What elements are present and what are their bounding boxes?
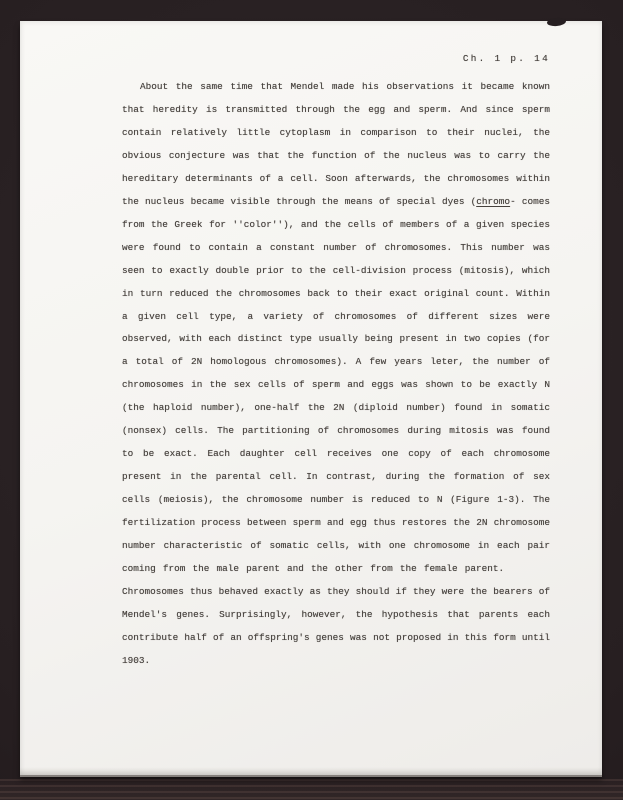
text-line: seen to exactly double prior to the cell-division process (mitosis), which <box>122 264 550 276</box>
text-line: fertilization process between sperm and egg thus restores the 2N chromosome <box>122 517 550 529</box>
text-line: (nonsex) cells. The partitioning of chromosomes during mitosis was found <box>122 425 550 437</box>
text-line: number characteristic of somatic cells, with one chromosome in each pair <box>122 540 550 552</box>
text-segment: the nucleus became visible through the means of special dyes ( <box>122 195 477 207</box>
text-line: obvious conjecture was that the function of the nucleus was to carry the <box>122 149 550 161</box>
text-line: were found to contain a constant number of chromosomes. This number was <box>122 241 550 253</box>
text-line: contribute half of an offspring's genes was not proposed in this form until <box>122 631 550 643</box>
text-line: from the Greek for ''color''), and the cells of members of a given species <box>122 218 550 230</box>
text-line: to be exact. Each daughter cell receives one copy of each chromosome <box>122 448 550 460</box>
text-line: observed, with each distinct type usually being present in two copies (for <box>122 333 550 345</box>
paper-edge-notch <box>547 17 567 27</box>
page-header: Ch. 1 p. 14 <box>462 53 550 64</box>
text-line: About the same time that Mendel made his observations it became known <box>140 81 550 92</box>
text-line: Mendel's genes. Surprisingly, however, the hypothesis that parents each <box>122 608 550 620</box>
text-line: a given cell type, a variety of chromosomes of different sizes were <box>122 310 550 322</box>
text-line: hereditary determinants of a cell. Soon afterwards, the chromosomes within <box>122 172 550 184</box>
text-line: coming from the male parent and the other from the female parent. <box>122 563 505 575</box>
text-line: cells (meiosis), the chromosome number is reduced to N (Figure 1-3). The <box>122 494 550 506</box>
underlined-term: chromo <box>476 195 511 207</box>
text-line: in turn reduced the chromosomes back to their exact original count. Within <box>122 287 550 299</box>
text-line: Chromosomes thus behaved exactly as they should if they were the bearers of <box>122 585 550 597</box>
text-line: present in the parental cell. In contrast, during the formation of sex <box>122 471 550 483</box>
text-segment: - comes <box>510 195 550 207</box>
text-line: 1903. <box>122 654 151 666</box>
text-line: (the haploid number), one-half the 2N (diploid number) found in somatic <box>122 402 550 414</box>
text-line: that heredity is transmitted through the egg and sperm. And since sperm <box>122 103 550 115</box>
backdrop-bottom-strip <box>0 779 623 800</box>
text-line: a total of 2N homologous chromosomes). A few years leter, the number of <box>122 356 550 368</box>
text-line <box>122 191 550 214</box>
document-page <box>20 21 602 775</box>
text-line: chromosomes in the sex cells of sperm and eggs was shown to be exactly N <box>122 379 550 391</box>
body-text <box>122 76 550 673</box>
text-line: contain relatively little cytoplasm in comparison to their nuclei, the <box>122 126 550 138</box>
